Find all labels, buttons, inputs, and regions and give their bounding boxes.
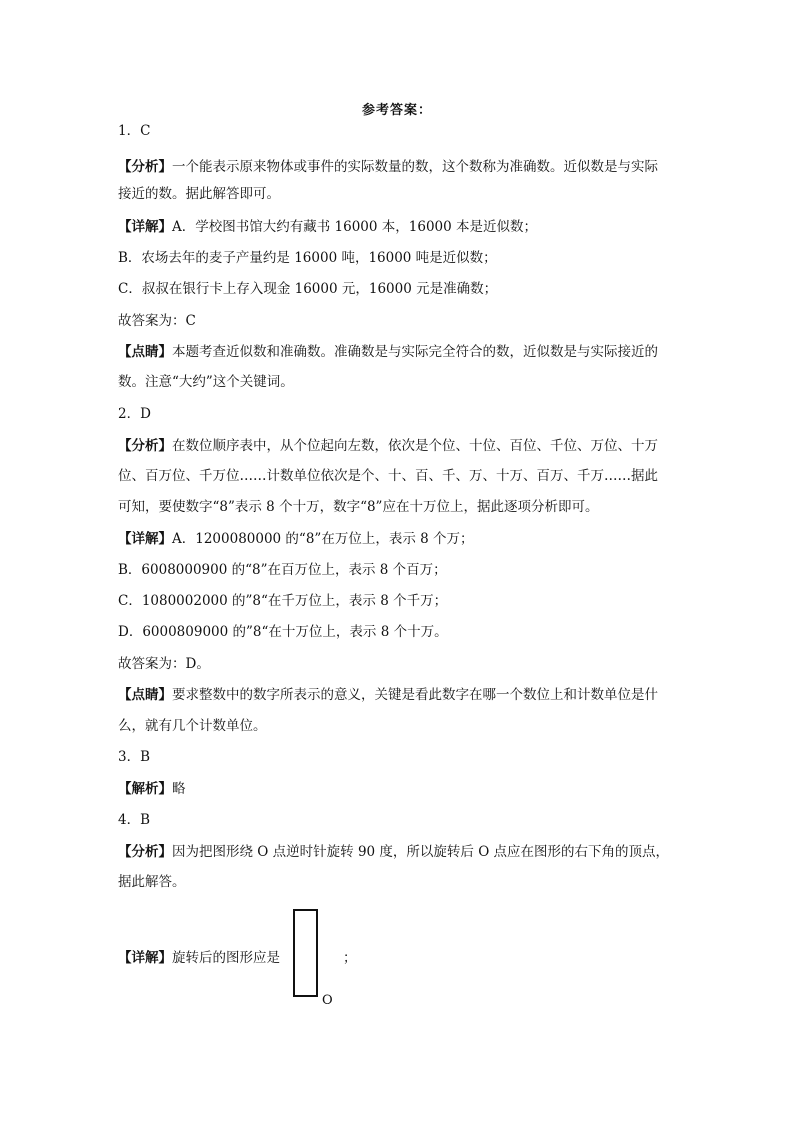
rotated-rectangle-figure (293, 909, 318, 997)
q1-analysis-text: 一个能表示原来物体或事件的实际数量的数，这个数称为准确数。近似数是与实际 (172, 159, 658, 175)
q2-remark-text: 要求整数中的数字所表示的意义，关键是看此数字在哪一个数位上和计数单位是什 (172, 687, 658, 703)
q3-parse-text: 略 (172, 781, 186, 797)
q1-analysis-cont: 接近的数。据此解答即可。 (118, 186, 280, 202)
detail-tag: 【详解】 (118, 219, 172, 235)
point-o-label: O (322, 993, 333, 1008)
q3-parse (118, 779, 688, 799)
q4-analysis-cont: 据此解答。 (118, 874, 186, 890)
q2-detail-b: B．6008000900 的“8”在百万位上，表示 8 个百万； (118, 562, 447, 578)
analysis-tag: 【分析】 (118, 438, 172, 454)
q2-remark-cont: 么，就有几个计数单位。 (118, 718, 267, 734)
q2-analysis-cont: 位、百万位、千万位……计数单位依次是个、十、百、千、万、十万、百万、千万……据此 (118, 468, 658, 484)
q1-detail (118, 217, 688, 237)
q4-number: 4．B (118, 812, 151, 828)
q1-analysis (118, 157, 688, 177)
remark-tag: 【点睛】 (118, 344, 172, 360)
q2-detail (118, 529, 688, 549)
analysis-tag: 【分析】 (118, 844, 172, 860)
detail-tag: 【详解】 (118, 531, 172, 547)
q2-detail-a: A．1200080000 的“8”在万位上，表示 8 个万； (172, 531, 474, 547)
q1-remark-cont: 数。注意“大约”这个关键词。 (118, 374, 294, 390)
page-title: 参考答案： (361, 103, 432, 118)
q2-detail-d: D．6000809000 的”8“在十万位上，表示 8 个十万。 (118, 624, 448, 640)
q1-detail-b: B．农场去年的麦子产量约是 16000 吨，16000 吨是近似数； (118, 250, 497, 266)
q2-analysis-text: 在数位顺序表中，从个位起向左数，依次是个位、十位、百位、千位、万位、十万 (172, 438, 658, 454)
q1-answer: 故答案为：C (118, 313, 196, 329)
q1-detail-a: A．学校图书馆大约有藏书 16000 本，16000 本是近似数； (172, 219, 538, 235)
q2-analysis (118, 436, 688, 456)
q4-detail-text: 旋转后的图形应是 (172, 950, 280, 966)
q2-number: 2．D (118, 406, 151, 422)
q2-analysis-cont2: 可知，要使数字“8”表示 8 个十万，数字“8”应在十万位上，据此逐项分析即可。 (118, 499, 599, 515)
q4-analysis-text: 因为把图形绕 O 点逆时针旋转 90 度，所以旋转后 O 点应在图形的右下角的顶点， (172, 844, 670, 860)
parse-tag: 【解析】 (118, 781, 172, 797)
q4-detail (118, 948, 688, 968)
q3-number: 3．B (118, 749, 151, 765)
remark-tag: 【点睛】 (118, 687, 172, 703)
q2-detail-c: C．1080002000 的”8“在千万位上，表示 8 个千万； (118, 593, 448, 609)
analysis-tag: 【分析】 (118, 159, 172, 175)
q1-detail-c: C．叔叔在银行卡上存入现金 16000 元，16000 元是准确数； (118, 281, 498, 297)
q2-remark (118, 685, 688, 705)
q1-remark (118, 342, 688, 362)
detail-tag: 【详解】 (118, 950, 172, 966)
q1-number: 1．C (118, 123, 151, 139)
q2-answer: 故答案为：D。 (118, 656, 210, 672)
q4-analysis (118, 842, 688, 862)
q1-remark-text: 本题考查近似数和准确数。准确数是与实际完全符合的数，近似数是与实际接近的 (172, 344, 658, 360)
q4-detail-end: ； (343, 950, 357, 966)
